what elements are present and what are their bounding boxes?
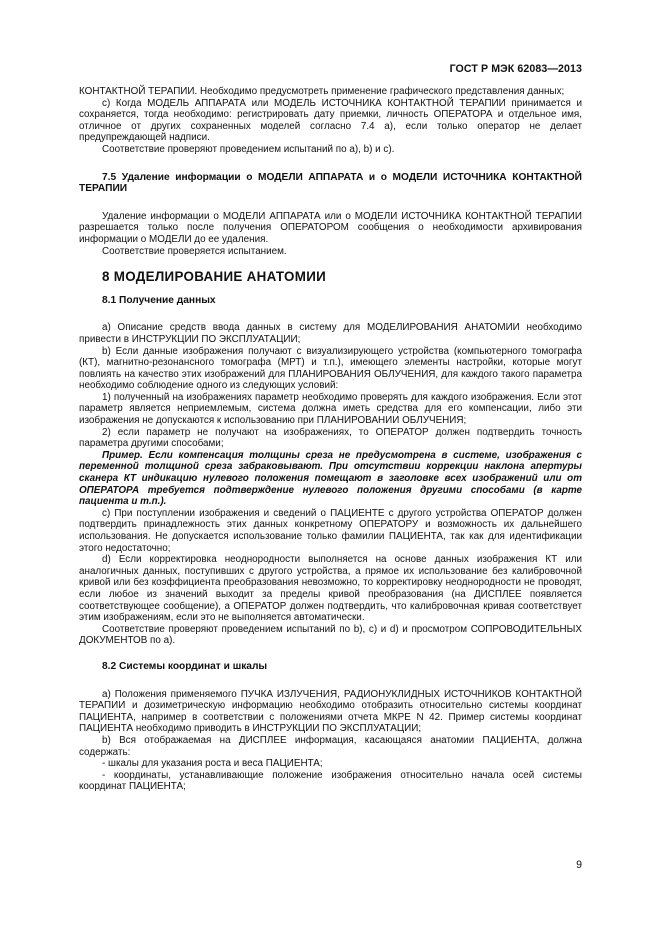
example-paragraph: Пример. Если компенсация толщины среза не предусмотрена в системе, изображения с переменной толщиной среза забраковывают. При отсутствии коррекции наклона апертуры сканера КТ индикацию нулевого положения помещают в заголовке всех изображений или от ОПЕРАТОРА требуется подтверждение нулевого положения другими способами (в карте пациента и т.п.). — [79, 449, 582, 508]
section-heading-7-5: 7.5 Удаление информации о МОДЕЛИ АППАРАТА и о МОДЕЛИ ИСТОЧНИКА КОНТАКТНОЙ ТЕРАПИИ — [79, 171, 582, 195]
paragraph: d) Если корректировка неоднородности выполняется на основе данных изображения КТ или аналогичных данных, поступивших с другого устройства, а прямое их использование без калибровочной кривой или без коэффициента преобразования невозможно, то корректировку неоднородности не проводят, если любое из значений выходит за пределы кривой преобразования (на ДИСПЛЕЕ появляется соответствующее сообщение), а ОПЕРАТОР должен подтвердить, что калибровочная кривая соответствует этим изображениям, если это не выполняется автоматически. — [79, 554, 582, 624]
paragraph: с) Когда МОДЕЛЬ АППАРАТА или МОДЕЛЬ ИСТОЧНИКА КОНТАКТНОЙ ТЕРАПИИ принимается и сохраняется, тогда необходимо: регистрировать дату приемки, личность ОПЕРАТОРА и отдельное имя, отличное от других сохраненных моделей согласно 7.4 а), если только оператор не делает предупреждающей надписи. — [79, 97, 582, 144]
paragraph: КОНТАКТНОЙ ТЕРАПИИ. Необходимо предусмотреть применение графического представления данных; — [79, 86, 565, 97]
paragraph: с) При поступлении изображения и сведений о ПАЦИЕНТЕ с другого устройства ОПЕРАТОР должен подтвердить принадлежность этих данных конкретному ОПЕРАТОРУ и возможность их дальнейшего использования. Не допускается использование только фамилии ПАЦИЕНТА, так как для идентификации этого недостаточно; — [79, 507, 582, 554]
list-item: - координаты, устанавливающие положение изображения относительно начала осей системы координат ПАЦИЕНТА; — [79, 769, 582, 793]
paragraph: b) Вся отображаемая на ДИСПЛЕЕ информация, касающаяся анатомии ПАЦИЕНТА, должна содержать: — [79, 734, 582, 758]
paragraph: Соответствие проверяется испытанием. — [102, 245, 287, 257]
paragraph: 2) если параметр не получают на изображениях, то ОПЕРАТОР должен подтвердить точность параметра другими способами; — [79, 426, 582, 450]
paragraph: Удаление информации о МОДЕЛИ АППАРАТА или о МОДЕЛИ ИСТОЧНИКА КОНТАКТНОЙ ТЕРАПИИ разрешается только после получения ОПЕРАТОРОМ сообщения о необходимости архивирования информации о МОДЕЛИ до ее удаления. — [79, 210, 582, 245]
paragraph: b) Если данные изображения получают с визуализирующего устройства (компьютерного томографа (КТ), магнитно-резонансного томографа (МРТ) и т.п.), имеющего элементы настройки, которые могут повлиять на качество этих изображений для ПЛАНИРОВАНИЯ ОБЛУЧЕНИЯ, для каждого такого параметра необходимо соблюдение одного из следующих условий: — [79, 345, 582, 392]
paragraph: 1) полученный на изображениях параметр необходимо проверять для каждого изображения. Если этот параметр является неприемлемым, система должна иметь средства для его компенсации, либо эти изображения не допускаются к использованию при ПЛАНИРОВАНИИ ОБЛУЧЕНИЯ; — [79, 391, 582, 427]
section-heading-8-1: 8.1 Получение данных — [102, 294, 216, 306]
paragraph: Соответствие проверяют проведением испытаний по b), с) и d) и просмотром СОПРОВОДИТЕЛЬНЫХ ДОКУМЕНТОВ по а). — [79, 623, 582, 647]
paragraph: а) Положения применяемого ПУЧКА ИЗЛУЧЕНИЯ, РАДИОНУКЛИДНЫХ ИСТОЧНИКОВ КОНТАКТНОЙ ТЕРАПИИ и дозиметрическую информацию необходимо отобразить относительно системы координат ПАЦИЕНТА, например в соответствии с положениями отчета МКРЕ N 42. Пример системы координат ПАЦИЕНТА необходимо приводить в ИНСТРУКЦИИ ПО ЭКСПЛУАТАЦИИ; — [79, 688, 582, 735]
list-item: - шкалы для указания роста и веса ПАЦИЕНТА; — [102, 758, 323, 770]
section-heading-8-2: 8.2 Системы координат и шкалы — [102, 660, 268, 672]
paragraph: а) Описание средств ввода данных в систему для МОДЕЛИРОВАНИЯ АНАТОМИИ необходимо привести в ИНСТРУКЦИИ ПО ЭКСПЛУАТАЦИИ; — [79, 322, 582, 345]
page-number: 9 — [576, 859, 582, 871]
paragraph: Соответствие проверяют проведением испытаний по а), b) и с). — [102, 143, 395, 155]
standard-header: ГОСТ Р МЭК 62083—2013 — [449, 63, 582, 75]
document-body — [79, 86, 582, 793]
section-heading-8: 8 МОДЕЛИРОВАНИЕ АНАТОМИИ — [102, 269, 327, 285]
